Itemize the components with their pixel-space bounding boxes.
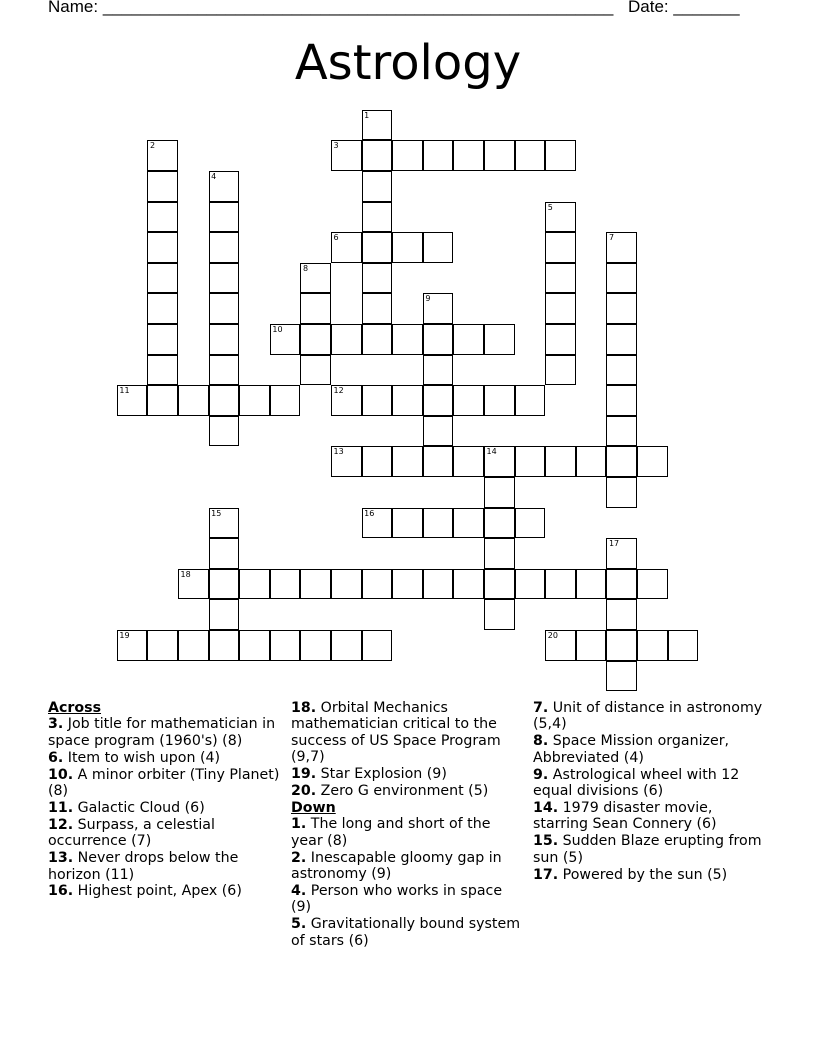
grid-cell[interactable] <box>270 569 301 600</box>
grid-cell[interactable] <box>362 232 393 263</box>
clue-number: 12 <box>333 386 344 396</box>
grid-cell[interactable] <box>362 110 393 141</box>
across-heading: Across <box>48 700 102 716</box>
grid-cell[interactable] <box>178 630 209 661</box>
grid-cell[interactable] <box>392 569 423 600</box>
grid-cell[interactable] <box>300 293 331 324</box>
grid-cell[interactable] <box>362 630 393 661</box>
grid-cell[interactable] <box>515 569 546 600</box>
grid-cell[interactable] <box>453 508 484 539</box>
grid-cell[interactable] <box>484 385 515 416</box>
grid-cell[interactable] <box>606 355 637 386</box>
grid-cell[interactable] <box>515 508 546 539</box>
grid-cell[interactable] <box>331 630 362 661</box>
grid-cell[interactable] <box>331 446 362 477</box>
down-heading: Down <box>291 799 336 816</box>
grid-cell[interactable] <box>300 263 331 294</box>
clue-across-18: 18. Orbital Mechanics mathematician critical to the success of US Space Program (9,7) <box>291 700 501 766</box>
grid-cell[interactable] <box>178 385 209 416</box>
grid-cell[interactable] <box>423 416 454 447</box>
grid-cell[interactable] <box>606 599 637 630</box>
grid-cell[interactable] <box>606 416 637 447</box>
clue-down-2: 2. Inescapable gloomy gap in astronomy (9) <box>291 849 502 883</box>
clue-down-9: 9. Astrological wheel with 12 equal divisions (6) <box>533 766 740 800</box>
grid-cell[interactable] <box>178 569 209 600</box>
grid-cell[interactable] <box>209 599 240 630</box>
grid-cell[interactable] <box>270 630 301 661</box>
clue-down-14: 14. 1979 disaster movie, starring Sean Connery (6) <box>533 799 717 833</box>
clue-number: 19 <box>119 631 130 641</box>
clue-number: 10 <box>272 325 283 335</box>
clue-number: 14 <box>486 447 497 457</box>
grid-cell[interactable] <box>545 140 576 171</box>
grid-cell[interactable] <box>209 263 240 294</box>
grid-cell[interactable] <box>209 355 240 386</box>
grid-cell[interactable] <box>392 385 423 416</box>
clue-number: 9 <box>425 294 431 304</box>
clues-column-2 <box>291 700 521 950</box>
grid-cell[interactable] <box>515 140 546 171</box>
grid-cell[interactable] <box>117 630 148 661</box>
grid-cell[interactable] <box>484 324 515 355</box>
clue-number: 6 <box>333 233 339 243</box>
grid-cell[interactable] <box>392 232 423 263</box>
grid-cell[interactable] <box>423 324 454 355</box>
clues-column-3 <box>533 700 763 883</box>
grid-cell[interactable] <box>637 446 668 477</box>
grid-cell[interactable] <box>545 202 576 233</box>
grid-cell[interactable] <box>515 385 546 416</box>
grid-cell[interactable] <box>209 324 240 355</box>
grid-cell[interactable] <box>545 263 576 294</box>
clues-column-1 <box>48 700 280 900</box>
grid-cell[interactable] <box>545 324 576 355</box>
clue-number: 18 <box>180 569 191 579</box>
clue-down-5: 5. Gravitationally bound system of stars (6) <box>291 916 521 949</box>
clue-down-8: 8. Space Mission organizer, Abbreviated (4) <box>533 733 730 766</box>
grid-cell[interactable] <box>209 293 240 324</box>
grid-cell[interactable] <box>423 446 454 477</box>
grid-cell[interactable] <box>423 232 454 263</box>
grid-cell[interactable] <box>147 202 178 233</box>
grid-cell[interactable] <box>331 385 362 416</box>
grid-cell[interactable] <box>606 661 637 692</box>
grid-cell[interactable] <box>362 171 393 202</box>
clue-number: 20 <box>547 631 558 641</box>
grid-cell[interactable] <box>484 477 515 508</box>
grid-cell[interactable] <box>331 232 362 263</box>
clue-across-11: 11. Galactic Cloud (6) <box>48 799 205 816</box>
grid-cell[interactable] <box>209 569 240 600</box>
grid-cell[interactable] <box>209 508 240 539</box>
date-blank: _______ <box>673 0 740 16</box>
clue-across-19: 19. Star Explosion (9) <box>291 766 447 783</box>
grid-cell[interactable] <box>545 232 576 263</box>
grid-cell[interactable] <box>423 569 454 600</box>
grid-cell[interactable] <box>300 324 331 355</box>
clue-number: 11 <box>119 386 130 396</box>
clue-across-20: 20. Zero G environment (5) <box>291 783 489 800</box>
grid-cell[interactable] <box>331 324 362 355</box>
clue-number: 16 <box>364 508 375 518</box>
grid-cell[interactable] <box>147 324 178 355</box>
grid-cell[interactable] <box>668 630 699 661</box>
grid-cell[interactable] <box>392 446 423 477</box>
grid-cell[interactable] <box>362 508 393 539</box>
grid-cell[interactable] <box>239 630 270 661</box>
grid-cell[interactable] <box>300 355 331 386</box>
clue-down-7: 7. Unit of distance in astronomy (5,4) <box>533 700 763 733</box>
clue-number: 8 <box>302 263 309 273</box>
clue-number: 17 <box>608 539 620 549</box>
clue-across-10: 10. A minor orbiter (Tiny Planet) (8) <box>48 766 280 800</box>
grid-cell[interactable] <box>453 446 484 477</box>
grid-cell[interactable] <box>362 324 393 355</box>
grid-cell[interactable] <box>147 385 178 416</box>
grid-cell[interactable] <box>300 569 331 600</box>
grid-cell[interactable] <box>239 385 270 416</box>
clue-number: 13 <box>333 447 344 457</box>
grid-cell[interactable] <box>270 385 301 416</box>
clue-down-1: 1. The long and short of the year (8) <box>291 816 491 849</box>
clue-across-6: 6. Item to wish upon (4) <box>48 749 221 766</box>
grid-cell[interactable] <box>331 140 362 171</box>
grid-cell[interactable] <box>484 569 515 600</box>
grid-cell[interactable] <box>545 630 576 661</box>
grid-cell[interactable] <box>637 630 668 661</box>
grid-cell[interactable] <box>453 569 484 600</box>
clue-number: 2 <box>149 141 156 151</box>
grid-cell[interactable] <box>209 385 240 416</box>
grid-cell[interactable] <box>606 324 637 355</box>
grid-cell[interactable] <box>606 446 637 477</box>
clue-across-13: 13. Never drops below the horizon (11) <box>48 850 239 883</box>
clue-down-15: 15. Sudden Blaze erupting from sun (5) <box>533 833 762 866</box>
grid-cell[interactable] <box>147 140 178 171</box>
name-field <box>48 0 613 17</box>
clue-across-16: 16. Highest point, Apex (6) <box>48 883 242 900</box>
grid-cell[interactable] <box>576 630 607 661</box>
grid-cell[interactable] <box>545 446 576 477</box>
grid-cell[interactable] <box>147 355 178 386</box>
grid-cell[interactable] <box>209 630 240 661</box>
clue-number: 5 <box>547 202 553 212</box>
grid-cell[interactable] <box>606 263 637 294</box>
grid-cell[interactable] <box>392 140 423 171</box>
grid-cell[interactable] <box>239 569 270 600</box>
grid-cell[interactable] <box>545 355 576 386</box>
grid-cell[interactable] <box>606 538 637 569</box>
grid-cell[interactable] <box>606 569 637 600</box>
grid-cell[interactable] <box>392 324 423 355</box>
clue-number: 1 <box>364 110 370 120</box>
clue-number: 7 <box>608 233 615 243</box>
grid-cell[interactable] <box>147 232 178 263</box>
grid-cell[interactable] <box>147 171 178 202</box>
grid-cell[interactable] <box>484 140 515 171</box>
grid-cell[interactable] <box>392 508 423 539</box>
grid-cell[interactable] <box>209 171 240 202</box>
grid-cell[interactable] <box>362 569 393 600</box>
grid-cell[interactable] <box>147 293 178 324</box>
grid-cell[interactable] <box>606 477 637 508</box>
grid-cell[interactable] <box>606 232 637 263</box>
grid-cell[interactable] <box>576 569 607 600</box>
grid-cell[interactable] <box>576 446 607 477</box>
grid-cell[interactable] <box>484 508 515 539</box>
grid-cell[interactable] <box>484 446 515 477</box>
grid-cell[interactable] <box>423 140 454 171</box>
grid-cell[interactable] <box>606 293 637 324</box>
grid-cell[interactable] <box>209 232 240 263</box>
grid-cell[interactable] <box>423 355 454 386</box>
grid-cell[interactable] <box>362 385 393 416</box>
grid-cell[interactable] <box>453 140 484 171</box>
grid-cell[interactable] <box>362 140 393 171</box>
clue-down-17: 17. Powered by the sun (5) <box>533 866 728 883</box>
grid-cell[interactable] <box>209 202 240 233</box>
clue-number: 3 <box>333 141 339 151</box>
grid-cell[interactable] <box>362 263 393 294</box>
name-label: Name: <box>48 0 99 16</box>
grid-cell[interactable] <box>515 446 546 477</box>
grid-cell[interactable] <box>453 324 484 355</box>
grid-cell[interactable] <box>209 538 240 569</box>
grid-cell[interactable] <box>331 569 362 600</box>
grid-cell[interactable] <box>606 630 637 661</box>
grid-cell[interactable] <box>362 446 393 477</box>
grid-cell[interactable] <box>606 385 637 416</box>
grid-cell[interactable] <box>362 202 393 233</box>
grid-cell[interactable] <box>362 293 393 324</box>
grid-cell[interactable] <box>423 293 454 324</box>
date-field <box>628 0 740 17</box>
grid-cell[interactable] <box>423 508 454 539</box>
date-label: Date: <box>628 0 669 16</box>
grid-cell[interactable] <box>423 385 454 416</box>
clue-across-3: 3. Job title for mathematician in space program (1960's) (8) <box>48 716 276 749</box>
grid-cell[interactable] <box>484 538 515 569</box>
grid-cell[interactable] <box>453 385 484 416</box>
clue-number: 15 <box>211 508 222 518</box>
puzzle-title: Astrology <box>294 35 522 91</box>
grid-cell[interactable] <box>209 416 240 447</box>
grid-cell[interactable] <box>484 599 515 630</box>
grid-cell[interactable] <box>147 263 178 294</box>
grid-cell[interactable] <box>637 569 668 600</box>
clue-number: 4 <box>211 172 217 182</box>
grid-cell[interactable] <box>300 630 331 661</box>
name-blank: ______________________________________________________ <box>102 0 614 16</box>
grid-cell[interactable] <box>117 385 148 416</box>
grid-cell[interactable] <box>147 630 178 661</box>
grid-cell[interactable] <box>545 569 576 600</box>
clue-down-4: 4. Person who works in space (9) <box>291 882 503 916</box>
clue-across-12: 12. Surpass, a celestial occurrence (7) <box>48 816 215 850</box>
grid-cell[interactable] <box>270 324 301 355</box>
grid-cell[interactable] <box>545 293 576 324</box>
